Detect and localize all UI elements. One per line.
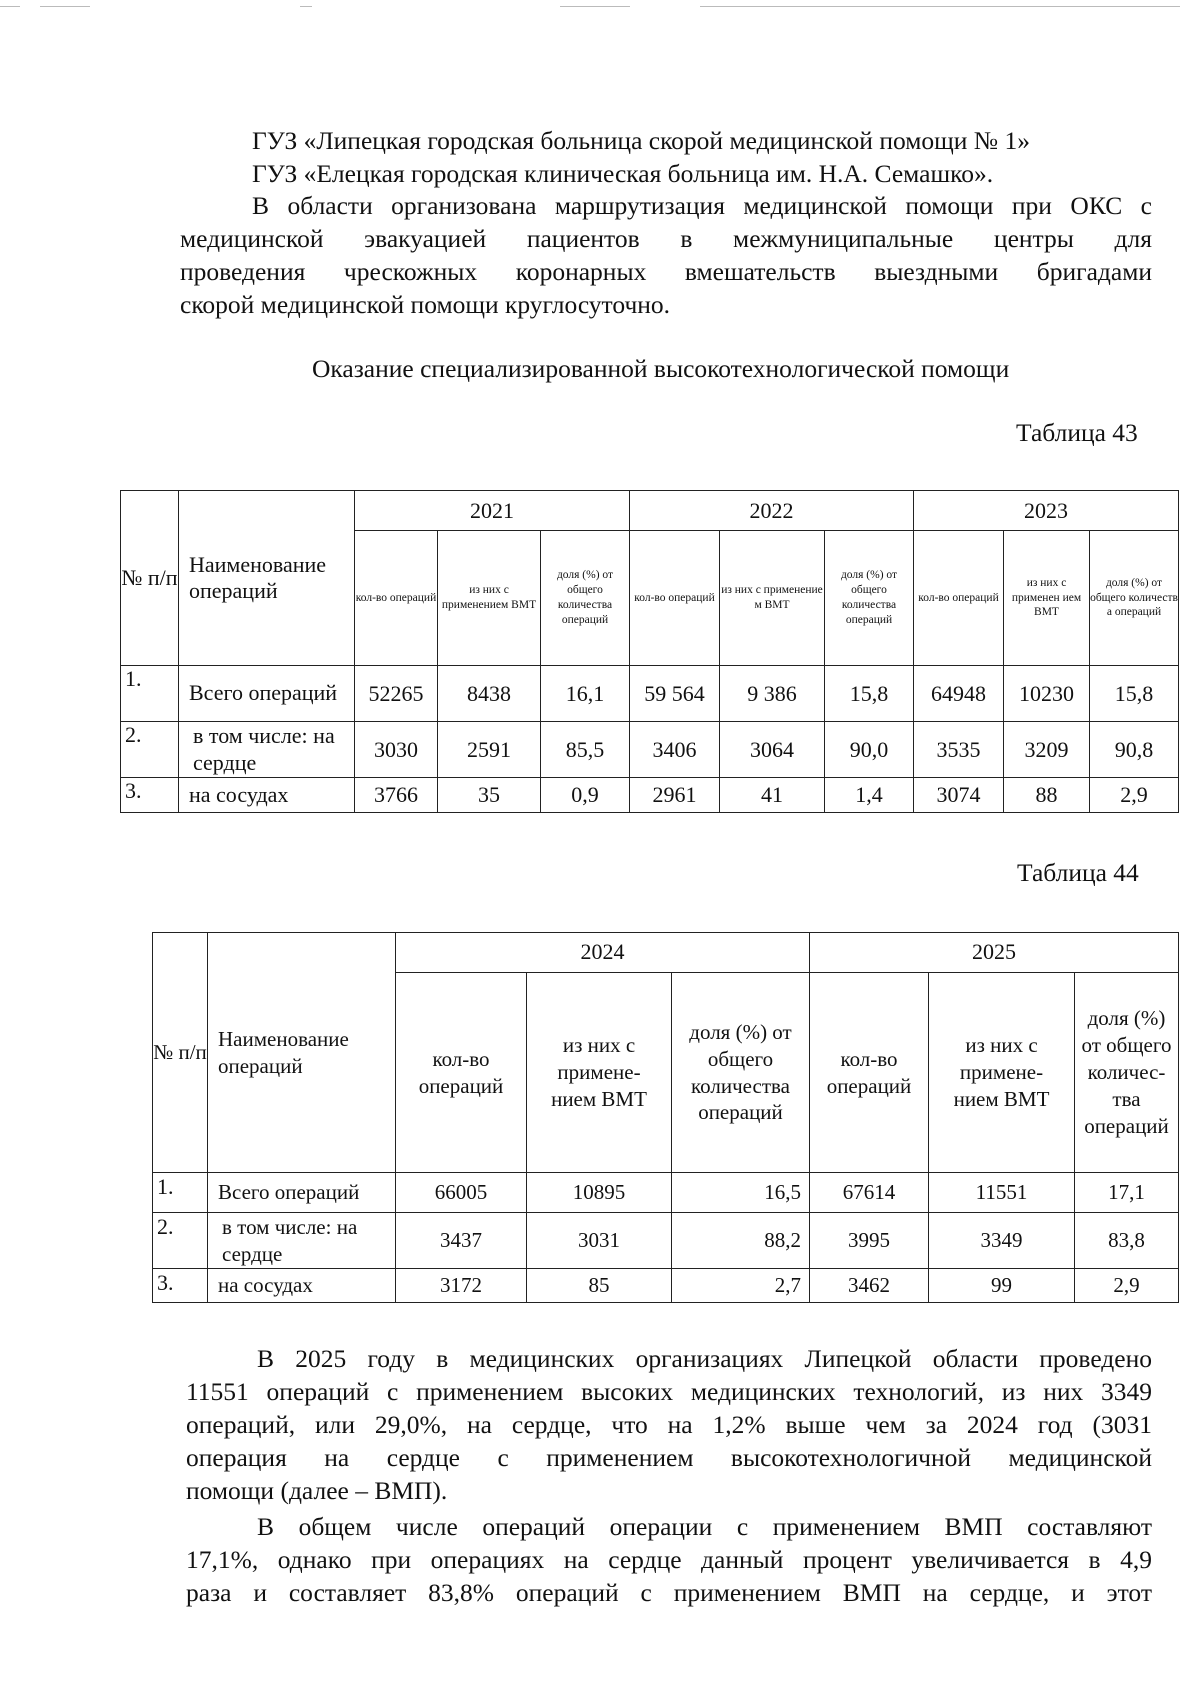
cell: 8438 xyxy=(438,666,541,722)
cell: 2,9 xyxy=(1090,778,1179,813)
table-43-subheader: доля (%) от общего количества операций xyxy=(541,531,630,666)
row-name: в том числе: на сердце xyxy=(208,1213,396,1269)
cell: 3766 xyxy=(355,778,438,813)
cell: 67614 xyxy=(810,1173,929,1213)
table-43-num-header: № п/п xyxy=(121,491,179,666)
table-43-year-2021: 2021 xyxy=(355,491,630,531)
cell: 9 386 xyxy=(720,666,825,722)
cell: 66005 xyxy=(396,1173,527,1213)
table-43-subheader: из них с применен ием ВМТ xyxy=(1004,531,1090,666)
cell: 16,5 xyxy=(672,1173,810,1213)
table-43-header-years xyxy=(121,491,1179,531)
table-43-caption: Таблица 43 xyxy=(1016,418,1138,447)
cell: 3172 xyxy=(396,1269,527,1303)
cell: 3074 xyxy=(914,778,1004,813)
cell: 10230 xyxy=(1004,666,1090,722)
table-row xyxy=(153,1269,1179,1303)
cell: 3064 xyxy=(720,722,825,778)
row-name: Всего операций xyxy=(179,666,355,722)
cell: 3535 xyxy=(914,722,1004,778)
table-43-subheader: доля (%) от общего количества операций xyxy=(825,531,914,666)
cell: 88,2 xyxy=(672,1213,810,1269)
cell: 52265 xyxy=(355,666,438,722)
cell: 90,8 xyxy=(1090,722,1179,778)
cell: 11551 xyxy=(929,1173,1075,1213)
para3-line-2: 17,1%, однако при операциях на сердце данный процент увеличивается в 4,9 xyxy=(186,1545,1152,1574)
para3-line-1: В общем числе операций операции с применением ВМП составляют xyxy=(257,1512,1152,1541)
table-44-subheader: из них с примене-нием ВМТ xyxy=(527,973,672,1173)
cell: 15,8 xyxy=(825,666,914,722)
cell: 0,9 xyxy=(541,778,630,813)
cell: 85 xyxy=(527,1269,672,1303)
table-44-name-header: Наименование операций xyxy=(208,933,396,1173)
table-row xyxy=(153,1213,1179,1269)
table-44-subheader: кол-во операций xyxy=(810,973,929,1173)
intro-para-line-4: скорой медицинской помощи круглосуточно. xyxy=(180,290,671,319)
cell: 35 xyxy=(438,778,541,813)
table-row xyxy=(121,778,1179,813)
para2-line-1: В 2025 году в медицинских организациях Липецкой области проведено xyxy=(257,1344,1152,1373)
table-44-subheader: кол-во операций xyxy=(396,973,527,1173)
row-number: 2. xyxy=(121,722,179,778)
section-title: Оказание специализированной высокотехнологической помощи xyxy=(312,354,1010,383)
intro-line-2: ГУЗ «Елецкая городская клиническая больница им. Н.А. Семашко». xyxy=(252,159,994,188)
cell: 3209 xyxy=(1004,722,1090,778)
cell: 2,9 xyxy=(1075,1269,1179,1303)
para2-line-2: 11551 операций с применением высоких медицинских технологий, из них 3349 xyxy=(186,1377,1152,1406)
row-number: 3. xyxy=(121,778,179,813)
cell: 3995 xyxy=(810,1213,929,1269)
para2-line-4: операция на сердце с применением высокотехнологичной медицинской xyxy=(186,1443,1152,1472)
table-44-header-years xyxy=(153,933,1179,973)
row-name: в том числе: на сердце xyxy=(179,722,355,778)
table-43-year-2022: 2022 xyxy=(630,491,914,531)
table-43-subheader: из них с применением ВМТ xyxy=(438,531,541,666)
table-43-year-2023: 2023 xyxy=(914,491,1179,531)
intro-line-1: ГУЗ «Липецкая городская больница скорой медицинской помощи № 1» xyxy=(252,126,1030,155)
para2-line-3: операций, или 29,0%, на сердце, что на 1,2% выше чем за 2024 год (3031 xyxy=(186,1410,1152,1439)
cell: 17,1 xyxy=(1075,1173,1179,1213)
table-44-subheader: доля (%) от общего количес-тва операций xyxy=(1075,973,1179,1173)
cell: 88 xyxy=(1004,778,1090,813)
cell: 64948 xyxy=(914,666,1004,722)
table-44-subheader: доля (%) от общего количества операций xyxy=(672,973,810,1173)
row-name: на сосудах xyxy=(179,778,355,813)
table-row xyxy=(121,722,1179,778)
table-43-subheader: кол-во операций xyxy=(355,531,438,666)
row-number: 2. xyxy=(153,1213,208,1269)
cell: 1,4 xyxy=(825,778,914,813)
row-number: 3. xyxy=(153,1269,208,1303)
scan-artifacts xyxy=(0,6,1200,10)
cell: 59 564 xyxy=(630,666,720,722)
cell: 2,7 xyxy=(672,1269,810,1303)
cell: 16,1 xyxy=(541,666,630,722)
cell: 15,8 xyxy=(1090,666,1179,722)
table-44 xyxy=(152,932,1179,1303)
row-number: 1. xyxy=(153,1173,208,1213)
table-44-caption: Таблица 44 xyxy=(1017,858,1139,887)
table-43-subheader: доля (%) от общего количеств а операций xyxy=(1090,531,1179,666)
cell: 83,8 xyxy=(1075,1213,1179,1269)
cell: 41 xyxy=(720,778,825,813)
cell: 90,0 xyxy=(825,722,914,778)
intro-para-line-2: медицинской эвакуацией пациентов в межмуниципальные центры для xyxy=(180,224,1152,253)
cell: 2591 xyxy=(438,722,541,778)
row-name: Всего операций xyxy=(208,1173,396,1213)
table-43-subheader: кол-во операций xyxy=(914,531,1004,666)
cell: 3406 xyxy=(630,722,720,778)
para2-line-5: помощи (далее – ВМП). xyxy=(186,1476,448,1505)
cell: 3349 xyxy=(929,1213,1075,1269)
table-43-subheader: из них с применение м ВМТ xyxy=(720,531,825,666)
cell: 99 xyxy=(929,1269,1075,1303)
cell: 3437 xyxy=(396,1213,527,1269)
table-row xyxy=(121,666,1179,722)
cell: 2961 xyxy=(630,778,720,813)
table-44-year-2024: 2024 xyxy=(396,933,810,973)
cell: 3462 xyxy=(810,1269,929,1303)
cell: 3031 xyxy=(527,1213,672,1269)
table-43-subheader: кол-во операций xyxy=(630,531,720,666)
table-row xyxy=(153,1173,1179,1213)
table-44-num-header: № п/п xyxy=(153,933,208,1173)
row-name: на сосудах xyxy=(208,1269,396,1303)
cell: 10895 xyxy=(527,1173,672,1213)
table-43-name-header: Наименование операций xyxy=(179,491,355,666)
intro-para-line-1: В области организована маршрутизация медицинской помощи при ОКС с xyxy=(252,191,1152,220)
row-number: 1. xyxy=(121,666,179,722)
para3-line-3: раза и составляет 83,8% операций с применением ВМП на сердце, и этот xyxy=(186,1578,1152,1607)
table-44-year-2025: 2025 xyxy=(810,933,1179,973)
table-44-subheader: из них с примене-нием ВМТ xyxy=(929,973,1075,1173)
table-43 xyxy=(120,490,1179,813)
cell: 3030 xyxy=(355,722,438,778)
cell: 85,5 xyxy=(541,722,630,778)
intro-para-line-3: проведения чрескожных коронарных вмешательств выездными бригадами xyxy=(180,257,1152,286)
